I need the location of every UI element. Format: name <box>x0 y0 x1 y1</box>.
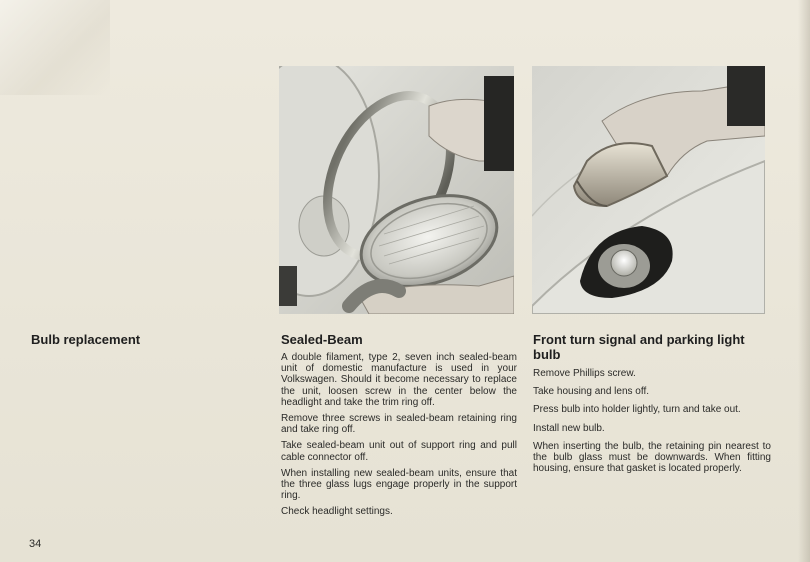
page-spine-shadow <box>798 0 810 562</box>
turn-signal-illustration <box>532 66 765 314</box>
turn-signal-instructions <box>533 368 771 481</box>
sealed-beam-paragraph: When installing new sealed-beam units, ensure that the three glass lugs engage properly in the support ring. <box>281 467 517 502</box>
sealed-beam-paragraph: Check headlight settings. <box>281 506 393 518</box>
sealed-beam-photo <box>279 66 514 314</box>
sealed-beam-instructions <box>281 352 517 523</box>
sealed-beam-paragraph: Remove three screws in sealed-beam retaining ring and take ring off. <box>281 413 517 436</box>
sealed-beam-heading: Sealed-Beam <box>281 332 363 347</box>
sealed-beam-paragraph: Take sealed-beam unit out of support ring and pull cable connector off. <box>281 440 517 463</box>
page-number: 34 <box>29 538 42 550</box>
turn-signal-heading: Front turn signal and parking light bulb <box>533 332 745 362</box>
turn-signal-paragraph: Remove Phillips screw. <box>533 368 636 379</box>
turn-signal-paragraph: Take housing and lens off. <box>533 386 650 398</box>
bulb-replacement-heading: Bulb replacement <box>31 332 141 347</box>
turn-signal-photo <box>532 66 765 314</box>
turn-signal-paragraph: Press bulb into holder lightly, turn and take out. <box>533 404 741 416</box>
sealed-beam-illustration <box>279 66 514 314</box>
turn-signal-paragraph: When inserting the bulb, the retaining pin nearest to the bulb glass must be downwards. When fitting housing, ensure that gasket is located properly. <box>533 440 771 475</box>
sealed-beam-paragraph: A double filament, type 2, seven inch sealed-beam unit of domestic manufacture is used in your Volkswagen. Should it become necessary to replace the unit, loosen screw in the center below the headlight and take the trim ring off. <box>281 352 517 408</box>
turn-signal-paragraph: Install new bulb. <box>533 422 605 434</box>
folded-corner <box>0 0 110 95</box>
